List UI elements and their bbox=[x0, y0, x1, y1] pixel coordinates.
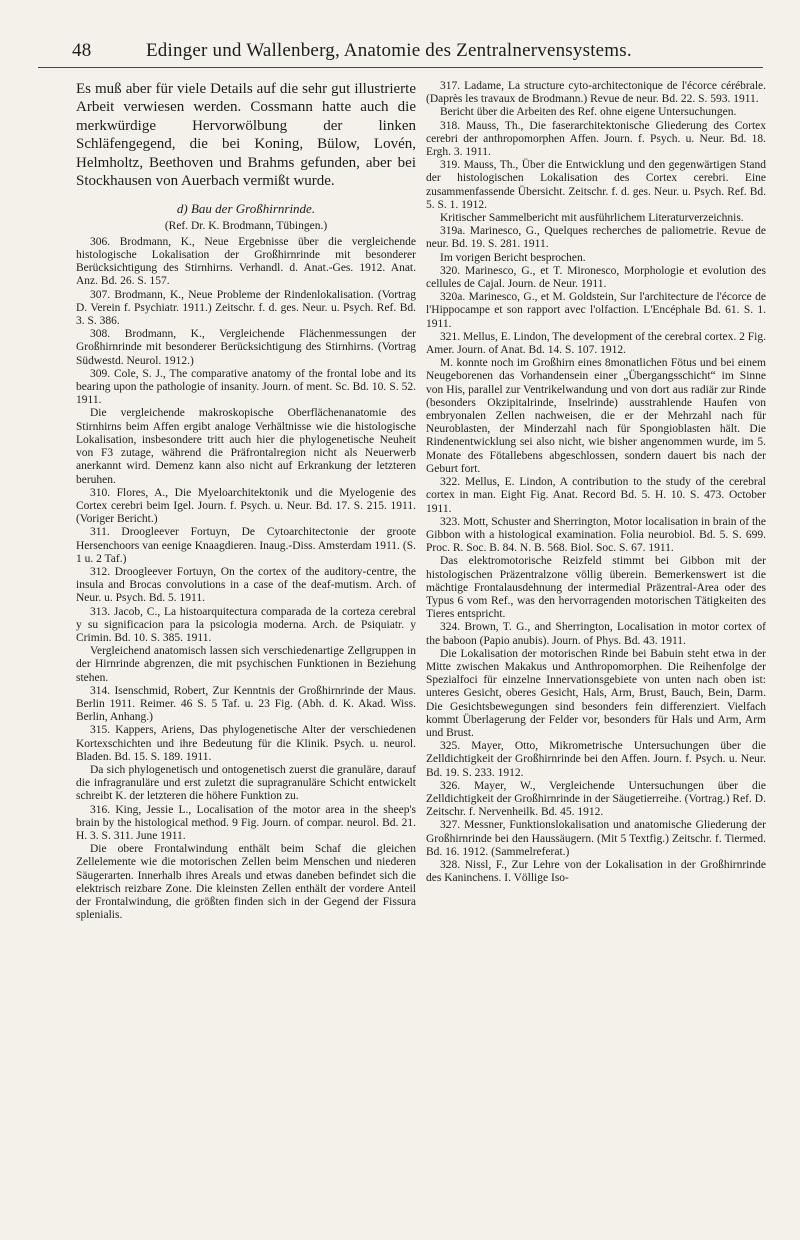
abstract-paragraph: Das elektromotorische Reizfeld stimmt bei Gibbon mit der histologischen Präzentralzone völlig überein. Bemerkenswert ist die mächtige Frontalausdehnung der intermedial Präzentral-Area oder des Typus 6 vom Ref., was den hervorragenden motorischen Tätigkeiten des Tieres entspricht. bbox=[426, 555, 766, 621]
reference-entry: 325. Mayer, Otto, Mikrometrische Untersuchungen über die Zelldichtigkeit der Großhirnrinde bei den Affen. Journ. f. Psych. u. Neur. Bd. 19. S. 233. 1912. bbox=[426, 740, 766, 779]
reference-entry: 320a. Marinesco, G., et M. Goldstein, Sur l'architecture de l'écorce de l'Hippocampe et son rapport avec l'olfaction. L'Encéphale Bd. 61. S. 1. 1911. bbox=[426, 291, 766, 330]
section-referee: (Ref. Dr. K. Brodmann, Tübingen.) bbox=[164, 219, 328, 232]
reference-entry: 315. Kappers, Ariens, Das phylogenetische Alter der verschiedenen Kortexschichten und ihre Bedeutung für die Klinik. Psych. u. neurol. Bladen. Bd. 15. S. 189. 1911. bbox=[76, 724, 416, 763]
abstract-paragraph: Da sich phylogenetisch und ontogenetisch zuerst die granuläre, darauf die infragranuläre und erst zuletzt die supragranuläre Schicht entwickelt schreibt K. der letzteren die höhere Funktion zu. bbox=[76, 763, 416, 803]
abstract-paragraph: Die vergleichende makroskopische Oberflächenanatomie des Stirnhirns beim Affen ergibt analoge Verhältnisse wie die histologische Lokalisation, insbesondere tritt auch hier die phylogenetische Neuheit von F3 zutage, während die Präfrontalregion nicht als Neuerwerb anerkannt wird. Demenz kann also nicht auf Erkrankung der letzteren beruhen. bbox=[76, 407, 416, 486]
reference-entry: 320. Marinesco, G., et T. Mironesco, Morphologie et evolution des cellules de Cajal. Journ. de Neur. 1911. bbox=[426, 264, 766, 291]
reference-entry: 319. Mauss, Th., Über die Entwicklung und den gegenwärtigen Stand der histologischen Lokalisation des Cortex cerebri. Eine zusammenfassende Übersicht. Zeitschr. f. d. ges. Neur. u. Psych. Ref. Bd. 5. S. 1. 1912. bbox=[426, 159, 766, 211]
reference-entry: 319a. Marinesco, G., Quelques recherches de paliometrie. Revue de neur. Bd. 19. S. 281. 1911. bbox=[426, 225, 766, 251]
abstract-paragraph: Die obere Frontalwindung enthält beim Schaf die gleichen Zellelemente wie die motorischen Zellen beim Menschen und niederen Säugerarten. Innerhalb ihres Areals und etwas daneben befindet sich die elektrisch reizbare Zone. Die kleinsten Zellen enthält der vordere Anteil der Frontalwindung, die größten finden sich in der Gegend der Fissura splenialis. bbox=[76, 843, 416, 922]
left-column bbox=[76, 80, 416, 922]
section-heading: d) Bau der Großhirnrinde. bbox=[176, 201, 316, 217]
reference-entry: 323. Mott, Schuster and Sherrington, Motor localisation in brain of the Gibbon with a histological examination. Folia neurobiol. Bd. 5. S. 699. Proc. R. Soc. B. 84. N. B. 568. Biol. Soc. S. 67. 1911. bbox=[426, 515, 766, 555]
abstract-paragraph: Vergleichend anatomisch lassen sich verschiedenartige Zellgruppen in der Hirnrinde abgrenzen, die mit psychischen Funktionen in Beziehung stehen. bbox=[76, 645, 416, 684]
right-column bbox=[426, 80, 766, 885]
reference-entry: 308. Brodmann, K., Vergleichende Flächenmessungen der Großhirnrinde mit besonderer Berücksichtigung des Stirnhirns. (Vortrag Südwestd. Neurol. 1912.) bbox=[76, 328, 416, 367]
reference-entry: 328. Nissl, F., Zur Lehre von der Lokalisation in der Großhirnrinde des Kaninchens. I. Völlige Iso- bbox=[426, 858, 766, 885]
abstract-paragraph: Im vorigen Bericht besprochen. bbox=[440, 251, 586, 264]
reference-entry: 313. Jacob, C., La histoarquitectura comparada de la corteza cerebral y su significacion para la psicologia moderna. Arch. de Psiquiatr. y Crimin. Bd. 10. S. 385. 1911. bbox=[76, 605, 416, 644]
reference-entry: 326. Mayer, W., Vergleichende Untersuchungen über die Zelldichtigkeit der Großhirnrinde in der Säugetierreihe. (Vortrag.) Ref. D. Zeitschr. f. Nervenheilk. Bd. 45. 1912. bbox=[426, 779, 766, 819]
reference-entry: 324. Brown, T. G., and Sherrington, Localisation in motor cortex of the baboon (Papio anubis). Journ. of Phys. Bd. 43. 1911. bbox=[426, 621, 766, 647]
reference-entry: 311. Droogleever Fortuyn, De Cytoarchitectonie der groote Hersenchoors van eenige Knaagdieren. Inaug.-Diss. Amsterdam 1911. (S. 1 u. 2 Taf.) bbox=[76, 526, 416, 565]
reference-entry: 316. King, Jessie L., Localisation of the motor area in the sheep's brain by the histological method. 9 Fig. Journ. of compar. neurol. Bd. 21. H. 3. S. 311. June 1911. bbox=[76, 803, 416, 842]
reference-entry: 314. Isenschmid, Robert, Zur Kenntnis der Großhirnrinde der Maus. Berlin 1911. Reimer. 46 S. 5 Taf. u. 23 Fig. (Abh. d. K. Akad. Wiss. Berlin, Anhang.) bbox=[76, 684, 416, 724]
page-number: 48 bbox=[72, 40, 92, 61]
intro-paragraph: Es muß aber für viele Details auf die sehr gut illustrierte Arbeit verwiesen werden. Cossmann hatte auch die merkwürdige Hervorwölbung der linken Schläfengegend, die bei Koning, Bülow, Lovén, Helmholtz, Beethoven und Brahms gefunden, aber bei Stockhausen von Auerbach vermißt wurde. bbox=[76, 81, 416, 190]
running-title: Edinger und Wallenberg, Anatomie des Zentralnervensystems. bbox=[146, 40, 632, 61]
reference-entry: 307. Brodmann, K., Neue Probleme der Rindenlokalisation. (Vortrag D. Verein f. Psychiatr. 1911.) Zeitschr. f. d. ges. Neur. u. Psych. Ref. Bd. 3. S. 386. bbox=[76, 288, 416, 328]
abstract-paragraph: M. konnte noch im Großhirn eines 8monatlichen Fötus und bei einem Neugeborenen das Vorhandensein einer „Übergangsschicht“ im Sinne von His, parallel zur Ventrikelwandung und von dort aus radiär zur Rinde (besonders Okzipitalrinde, Inselrinde) ausstrahlende Haufen von embryonalen Zellen nachweisen, die er der Mehrzahl nach für Neuroblasten, der Minderzahl nach für Spongioblasten hält. Die Rindenentwicklung sei also nicht, wie bisher angenommen wurde, im 5. Monate des Fötallebens abgeschlossen, sondern dauert bis nach der Geburt fort. bbox=[426, 357, 766, 475]
reference-entry: 310. Flores, A., Die Myeloarchitektonik und die Myelogenie des Cortex cerebri beim Igel. Journ. f. Psych. u. Neur. Bd. 17. S. 215. 1911. (Voriger Bericht.) bbox=[76, 486, 416, 526]
reference-entry: 327. Messner, Funktionslokalisation und anatomische Gliederung der Großhirnrinde bei den Haussäugern. (Mit 5 Textfig.) Zeitschr. f. Tiermed. Bd. 16. 1912. (Sammelreferat.) bbox=[426, 819, 766, 858]
reference-entry: 318. Mauss, Th., Die faserarchitektonische Gliederung des Cortex cerebri der anthropomorphen Affen. Journ. f. Psych. u. Neur. Bd. 18. Ergh. 3. 1911. bbox=[426, 119, 766, 159]
abstract-paragraph: Bericht über die Arbeiten des Ref. ohne eigene Untersuchungen. bbox=[440, 106, 737, 119]
header-rule bbox=[38, 67, 763, 68]
reference-entry: 312. Droogleever Fortuyn, On the cortex of the auditory-centre, the insula and Brocas convolutions in a case of the deaf-mutism. Arch. of Neur. u. Psych. Bd. 5. 1911. bbox=[76, 565, 416, 605]
reference-entry: 309. Cole, S. J., The comparative anatomy of the frontal lobe and its bearing upon the pathologie of insanity. Journ. of ment. Sc. Bd. 10. S. 52. 1911. bbox=[76, 367, 416, 407]
reference-entry: 306. Brodmann, K., Neue Ergebnisse über die vergleichende histologische Lokalisation der Großhirnrinde mit besonderer Berücksichtigung des Stirnhirns. Verhandl. d. Anat.-Ges. 1912. Anat. Anz. Bd. 26. S. 157. bbox=[76, 235, 416, 288]
running-header bbox=[38, 40, 763, 64]
reference-entry: 321. Mellus, E. Lindon, The development of the cerebral cortex. 2 Fig. Amer. Journ. of Anat. Bd. 14. S. 107. 1912. bbox=[426, 330, 766, 357]
abstract-paragraph: Kritischer Sammelbericht mit ausführlichem Literaturverzeichnis. bbox=[440, 212, 744, 225]
reference-entry: 322. Mellus, E. Lindon, A contribution to the study of the cerebral cortex in man. Eight Fig. Anat. Record Bd. 5. H. 10. S. 473. October 1911. bbox=[426, 476, 766, 515]
reference-entry: 317. Ladame, La structure cyto-architectonique de l'écorce cérébrale. (Daprès les travaux de Brodmann.) Revue de neur. Bd. 22. S. 593. 1911. bbox=[426, 80, 766, 106]
abstract-paragraph: Die Lokalisation der motorischen Rinde bei Babuin steht etwa in der Mitte zwischen Makakus und Anthropomorphen. Die Reihenfolge der Spezialfoci für einzelne Innervationsgebiete von unten nach oben ist: unteres Gesicht, oberes Gesicht, Hals, Arm, Brust, Bauch, Bein, Darm. Die Gesichtsbewegungen sind besonders fein differenziert. Vielfach kommt Überlagerung der Felder vor, besonders für Hals und Arm, Arm und Brust. bbox=[426, 647, 766, 739]
